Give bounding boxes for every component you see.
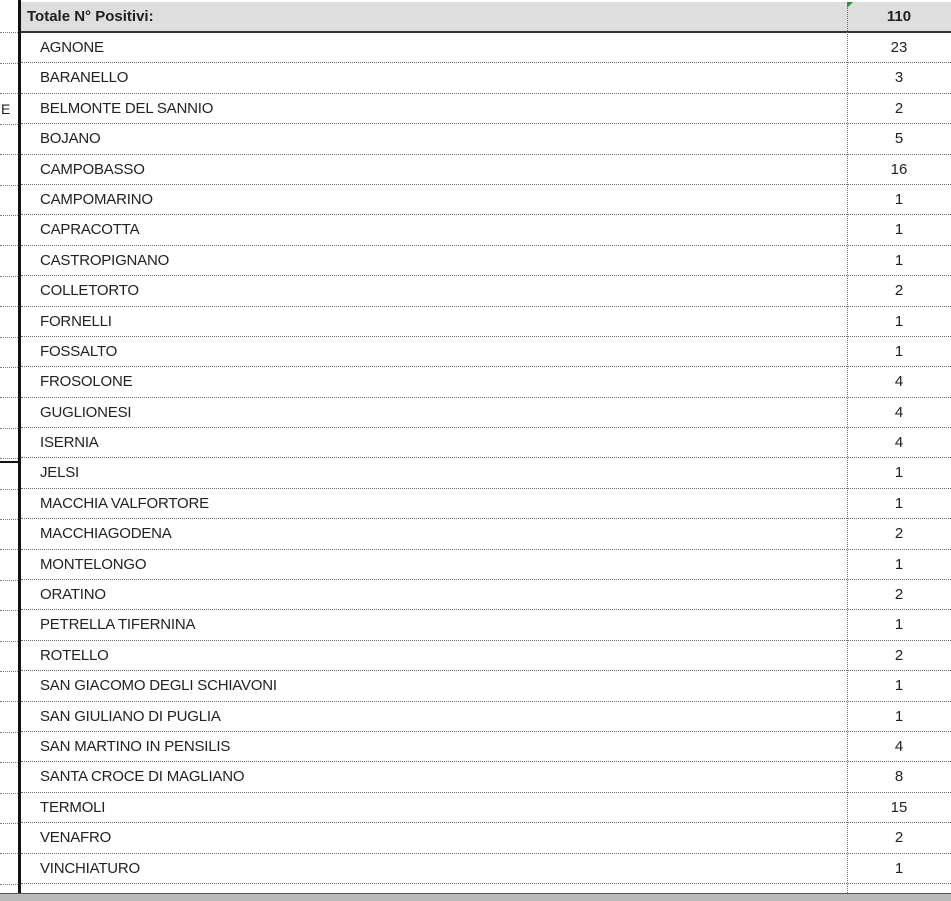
table-row[interactable] <box>21 823 951 853</box>
table-row[interactable] <box>21 489 951 519</box>
comune-cell[interactable]: BARANELLO <box>40 69 129 87</box>
table-row[interactable] <box>21 33 951 63</box>
comune-cell[interactable]: ISERNIA <box>40 434 99 452</box>
left-column-cell[interactable] <box>0 33 18 64</box>
table-row[interactable] <box>21 337 951 367</box>
comune-cell[interactable]: FROSOLONE <box>40 373 133 391</box>
comune-cell[interactable]: TERMOLI <box>40 798 106 816</box>
table-row[interactable] <box>21 124 951 154</box>
comune-cell[interactable]: SAN GIULIANO DI PUGLIA <box>40 707 221 725</box>
comune-cell[interactable]: MONTELONGO <box>40 555 147 573</box>
table-row[interactable] <box>21 671 951 701</box>
comune-cell[interactable]: CAMPOBASSO <box>40 160 145 178</box>
positivi-cell[interactable]: 1 <box>894 251 904 269</box>
comune-cell[interactable]: ROTELLO <box>40 646 109 664</box>
table-row[interactable] <box>21 185 951 215</box>
positivi-cell[interactable]: 2 <box>894 829 904 847</box>
positivi-cell[interactable]: 15 <box>890 798 908 816</box>
left-column-cell[interactable] <box>0 63 18 94</box>
thick-row-border <box>0 461 19 463</box>
table-row[interactable] <box>21 246 951 276</box>
left-column-cell[interactable] <box>0 215 18 246</box>
comune-cell[interactable]: COLLETORTO <box>40 282 139 300</box>
column-divider <box>847 2 848 895</box>
left-column-cell[interactable] <box>0 763 18 794</box>
left-column-cell[interactable] <box>0 367 18 398</box>
table-row[interactable] <box>21 428 951 458</box>
comune-cell[interactable]: BELMONTE DEL SANNIO <box>40 99 214 117</box>
positivi-cell[interactable]: 4 <box>894 373 904 391</box>
comune-cell[interactable]: MACCHIA VALFORTORE <box>40 494 209 512</box>
left-column-cell[interactable] <box>0 702 18 733</box>
left-column-cell[interactable] <box>0 793 18 824</box>
comune-cell[interactable]: SAN MARTINO IN PENSILIS <box>40 737 231 755</box>
table-row[interactable] <box>21 793 951 823</box>
table-row[interactable] <box>21 641 951 671</box>
positivi-cell[interactable]: 1 <box>894 494 904 512</box>
left-column-cell[interactable] <box>0 489 18 520</box>
comune-cell[interactable]: SANTA CROCE DI MAGLIANO <box>40 768 245 786</box>
table-row[interactable] <box>21 307 951 337</box>
left-column-cell[interactable] <box>0 671 18 702</box>
table-row[interactable] <box>21 458 951 488</box>
left-column-cell[interactable] <box>0 398 18 429</box>
positivi-cell[interactable]: 1 <box>894 221 904 239</box>
left-column-cell[interactable] <box>0 124 18 155</box>
table-row[interactable] <box>21 367 951 397</box>
data-rows <box>21 33 951 884</box>
positivi-cell[interactable]: 1 <box>894 342 904 360</box>
left-column-cells <box>0 2 20 895</box>
comune-cell[interactable]: JELSI <box>40 464 80 482</box>
comune-cell[interactable]: GUGLIONESI <box>40 403 132 421</box>
table-row[interactable] <box>21 550 951 580</box>
comune-cell[interactable]: FORNELLI <box>40 312 112 330</box>
table-row[interactable] <box>21 215 951 245</box>
left-column-cell[interactable] <box>0 246 18 277</box>
left-column-cell[interactable] <box>0 823 18 854</box>
table-row[interactable] <box>21 519 951 549</box>
header-row[interactable] <box>21 2 951 33</box>
positivi-cell[interactable]: 3 <box>894 69 904 87</box>
comune-cell[interactable]: CAMPOMARINO <box>40 190 153 208</box>
table-row[interactable] <box>21 762 951 792</box>
comune-cell[interactable]: BOJANO <box>40 130 101 148</box>
positivi-cell[interactable]: 23 <box>890 39 908 56</box>
comune-cell[interactable]: CAPRACOTTA <box>40 221 140 239</box>
comune-cell[interactable]: SAN GIACOMO DEGLI SCHIAVONI <box>40 677 277 695</box>
left-column-cell[interactable] <box>0 2 18 33</box>
positivi-cell[interactable]: 1 <box>894 616 904 634</box>
positivi-cell[interactable]: 2 <box>894 282 904 300</box>
left-column-cell[interactable] <box>0 641 18 672</box>
table-row[interactable] <box>21 94 951 124</box>
header-total[interactable]: 110 <box>886 8 912 25</box>
left-column-cell[interactable] <box>0 276 18 307</box>
positivi-cell[interactable]: 1 <box>894 555 904 573</box>
positivi-cell[interactable]: 16 <box>890 160 908 178</box>
comune-cell[interactable]: VINCHIATURO <box>40 859 141 877</box>
table-row[interactable] <box>21 610 951 640</box>
comune-cell[interactable]: CASTROPIGNANO <box>40 251 170 269</box>
positivi-cell[interactable]: 2 <box>894 525 904 543</box>
table-row[interactable] <box>21 702 951 732</box>
table-row[interactable] <box>21 580 951 610</box>
comune-cell[interactable]: PETRELLA TIFERNINA <box>40 616 196 634</box>
table-row[interactable] <box>21 854 951 884</box>
left-column-cell[interactable] <box>0 337 18 368</box>
table-row[interactable] <box>21 398 951 428</box>
comune-cell[interactable]: AGNONE <box>40 39 104 56</box>
positivi-cell[interactable]: 1 <box>894 707 904 725</box>
left-column-cell[interactable] <box>0 854 18 885</box>
table-row[interactable] <box>21 63 951 93</box>
positivi-cell[interactable]: 4 <box>894 737 904 755</box>
positivi-cell[interactable]: 2 <box>894 99 904 117</box>
left-column-cell[interactable] <box>0 155 18 186</box>
positivi-cell[interactable]: 8 <box>894 768 904 786</box>
left-column-cell[interactable] <box>0 580 18 611</box>
table-row[interactable] <box>21 732 951 762</box>
left-column-cell[interactable] <box>0 519 18 550</box>
comune-cell[interactable]: MACCHIAGODENA <box>40 525 172 543</box>
positivi-cell[interactable]: 4 <box>894 434 904 452</box>
positivi-cell[interactable]: 1 <box>894 677 904 695</box>
left-column-cell[interactable] <box>0 459 18 490</box>
comune-cell[interactable]: VENAFRO <box>40 829 112 847</box>
left-column-cell[interactable] <box>0 428 18 459</box>
left-column-cell[interactable] <box>0 185 18 216</box>
positivi-cell[interactable]: 4 <box>894 403 904 421</box>
comune-cell[interactable]: FOSSALTO <box>40 342 118 360</box>
table-row[interactable] <box>21 276 951 306</box>
comune-cell[interactable]: ORATINO <box>40 586 106 604</box>
positivi-cell[interactable]: 1 <box>894 464 904 482</box>
positivi-cell[interactable]: 2 <box>894 586 904 604</box>
left-column-cell[interactable] <box>0 307 18 338</box>
left-column-cell[interactable] <box>0 732 18 763</box>
positivi-cell[interactable]: 2 <box>894 646 904 664</box>
positivi-cell[interactable]: 1 <box>894 190 904 208</box>
table-row[interactable] <box>21 155 951 185</box>
positivi-cell[interactable]: 5 <box>894 130 904 148</box>
left-column-cell[interactable] <box>0 611 18 642</box>
positivi-cell[interactable]: 1 <box>894 859 904 877</box>
left-column-cell[interactable] <box>0 550 18 581</box>
left-column-cell[interactable]: E <box>0 94 18 125</box>
header-title: Totale N° Positivi: <box>27 8 154 25</box>
positivi-cell[interactable]: 1 <box>894 312 904 330</box>
